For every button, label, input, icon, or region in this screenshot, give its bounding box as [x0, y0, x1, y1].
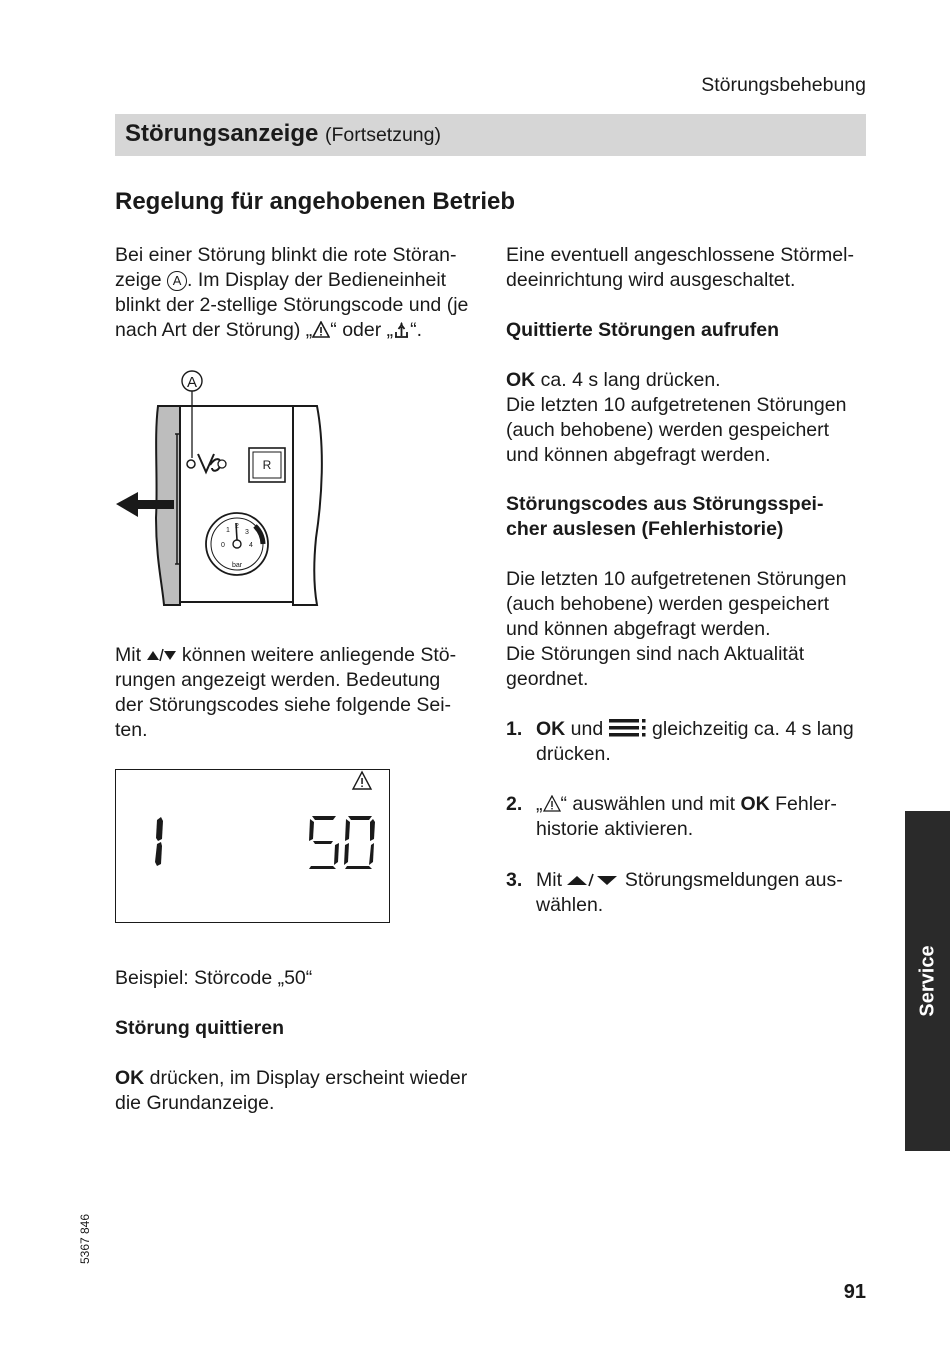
recall-heading: Quittierte Störungen aufrufen: [506, 319, 779, 341]
intro-line: blinkt der 2-stellige Störungscode und (je: [115, 294, 469, 316]
text: Mit: [536, 869, 568, 891]
ok-key: OK: [115, 1067, 145, 1089]
page-number: 91: [843, 1281, 866, 1303]
ok-key: OK: [506, 369, 536, 391]
warning-icon: [312, 321, 330, 338]
recall-paragraph: [506, 368, 868, 468]
section-header: Störungsbehebung: [701, 74, 866, 96]
nav-line: rungen angezeigt werden. Bedeutung: [115, 669, 441, 691]
lcd-digit-5: [309, 816, 339, 869]
line: und können abgefragt werden.: [506, 618, 771, 640]
burner-fault-icon: [393, 321, 410, 338]
history-heading: [506, 492, 868, 542]
text: und: [565, 718, 609, 740]
step-2: [506, 792, 868, 842]
service-tab-label: Service: [916, 945, 938, 1017]
line: [506, 792, 868, 817]
text: können weitere anliegende Stö-: [176, 644, 457, 666]
line: [506, 868, 868, 893]
lcd-digit-left: [155, 817, 163, 866]
text: „: [536, 793, 543, 815]
line: [506, 717, 868, 742]
gauge-tick: 4: [249, 542, 253, 549]
lcd-digit-0: [344, 816, 375, 869]
gauge-tick: 2: [235, 523, 239, 530]
text: Mit: [115, 644, 147, 666]
nav-line: ten.: [115, 719, 148, 741]
line: [506, 368, 868, 393]
service-tab[interactable]: [905, 811, 950, 1151]
ok-key: OK: [740, 793, 770, 815]
gauge-unit: bar: [231, 562, 243, 569]
acknowledge-paragraph: [115, 1066, 480, 1116]
intro-paragraph: [115, 243, 480, 343]
ack-line: die Grundanzeige.: [115, 1092, 275, 1114]
example-caption: Beispiel: Störcode „50“: [115, 967, 313, 989]
line: (auch behobene) werden gespeichert: [506, 419, 830, 441]
gauge-tick: 1: [226, 527, 230, 534]
control-panel-figure: [112, 368, 330, 610]
up-down-arrows-icon: [146, 648, 176, 662]
title-bar: [115, 114, 866, 156]
text: . Im Display der Bedieneinheit: [187, 269, 447, 291]
lcd-screen: [116, 770, 388, 922]
text: Störungsmeldungen aus-: [619, 869, 843, 891]
nav-line: der Störungscodes siehe folgende Sei-: [115, 694, 452, 716]
nav-line: [115, 643, 480, 668]
gauge-tick: 3: [245, 529, 249, 536]
intro-line: Bei einer Störung blinkt die rote Störan-: [115, 244, 457, 266]
line: drücken.: [536, 743, 611, 765]
up-down-arrows-icon: [567, 873, 619, 887]
fault-lamp: [187, 460, 195, 468]
text: drücken, im Display erscheint wieder: [144, 1067, 468, 1089]
text: Fehler-: [769, 793, 837, 815]
line: deeinrichtung wird ausgeschaltet.: [506, 269, 796, 291]
callout-a-label: A: [186, 374, 198, 391]
step-number: 1.: [506, 718, 523, 740]
text: “ auswählen und mit: [560, 793, 741, 815]
title-sub: (Fortsetzung): [325, 124, 441, 146]
step-1: [506, 717, 868, 767]
step-number: 2.: [506, 793, 523, 815]
line: (auch behobene) werden gespeichert: [506, 593, 830, 615]
text: “.: [410, 319, 423, 341]
history-paragraph: [506, 567, 868, 692]
line: Die letzten 10 aufgetretenen Störungen: [506, 568, 847, 590]
document-number: 5367 846: [78, 1213, 93, 1265]
line: geordnet.: [506, 668, 589, 690]
intro-line: [115, 268, 480, 293]
step-number: 3.: [506, 869, 523, 891]
line: wählen.: [536, 894, 604, 916]
ack-line: [115, 1066, 480, 1091]
line: Die letzten 10 aufgetretenen Störungen: [506, 394, 847, 416]
line: und können abgefragt werden.: [506, 444, 771, 466]
line: historie aktivieren.: [536, 818, 694, 840]
ok-key: OK: [536, 718, 566, 740]
line: Störungscodes aus Störungsspei-: [506, 493, 824, 515]
reset-button-label: R: [262, 458, 272, 472]
signal-paragraph: [506, 243, 868, 293]
text: zeige: [115, 269, 168, 291]
line: Die Störungen sind nach Aktualität: [506, 643, 805, 665]
lcd-display: [115, 769, 390, 923]
text: nach Art der Störung) „: [115, 319, 313, 341]
step-3: [506, 868, 868, 918]
page-title: [125, 120, 441, 148]
acknowledge-heading: Störung quittieren: [115, 1017, 284, 1039]
title-main: Störungsanzeige: [125, 120, 319, 147]
navigation-paragraph: [115, 643, 480, 743]
line: Eine eventuell angeschlossene Störmel-: [506, 244, 854, 266]
intro-line: [115, 318, 480, 343]
warning-icon: [353, 772, 371, 789]
line: cher auslesen (Fehlerhistorie): [506, 518, 784, 540]
gauge-tick: 0: [221, 542, 225, 549]
menu-icon: [609, 718, 647, 738]
text: ca. 4 s lang drücken.: [535, 369, 721, 391]
text: “ oder „: [330, 319, 394, 341]
text: gleichzeitig ca. 4 s lang: [646, 718, 854, 740]
section-heading: Regelung für angehobenen Betrieb: [115, 188, 516, 215]
pressure-gauge: [206, 513, 268, 575]
marker-a: A: [167, 271, 187, 291]
warning-icon: [543, 795, 561, 812]
